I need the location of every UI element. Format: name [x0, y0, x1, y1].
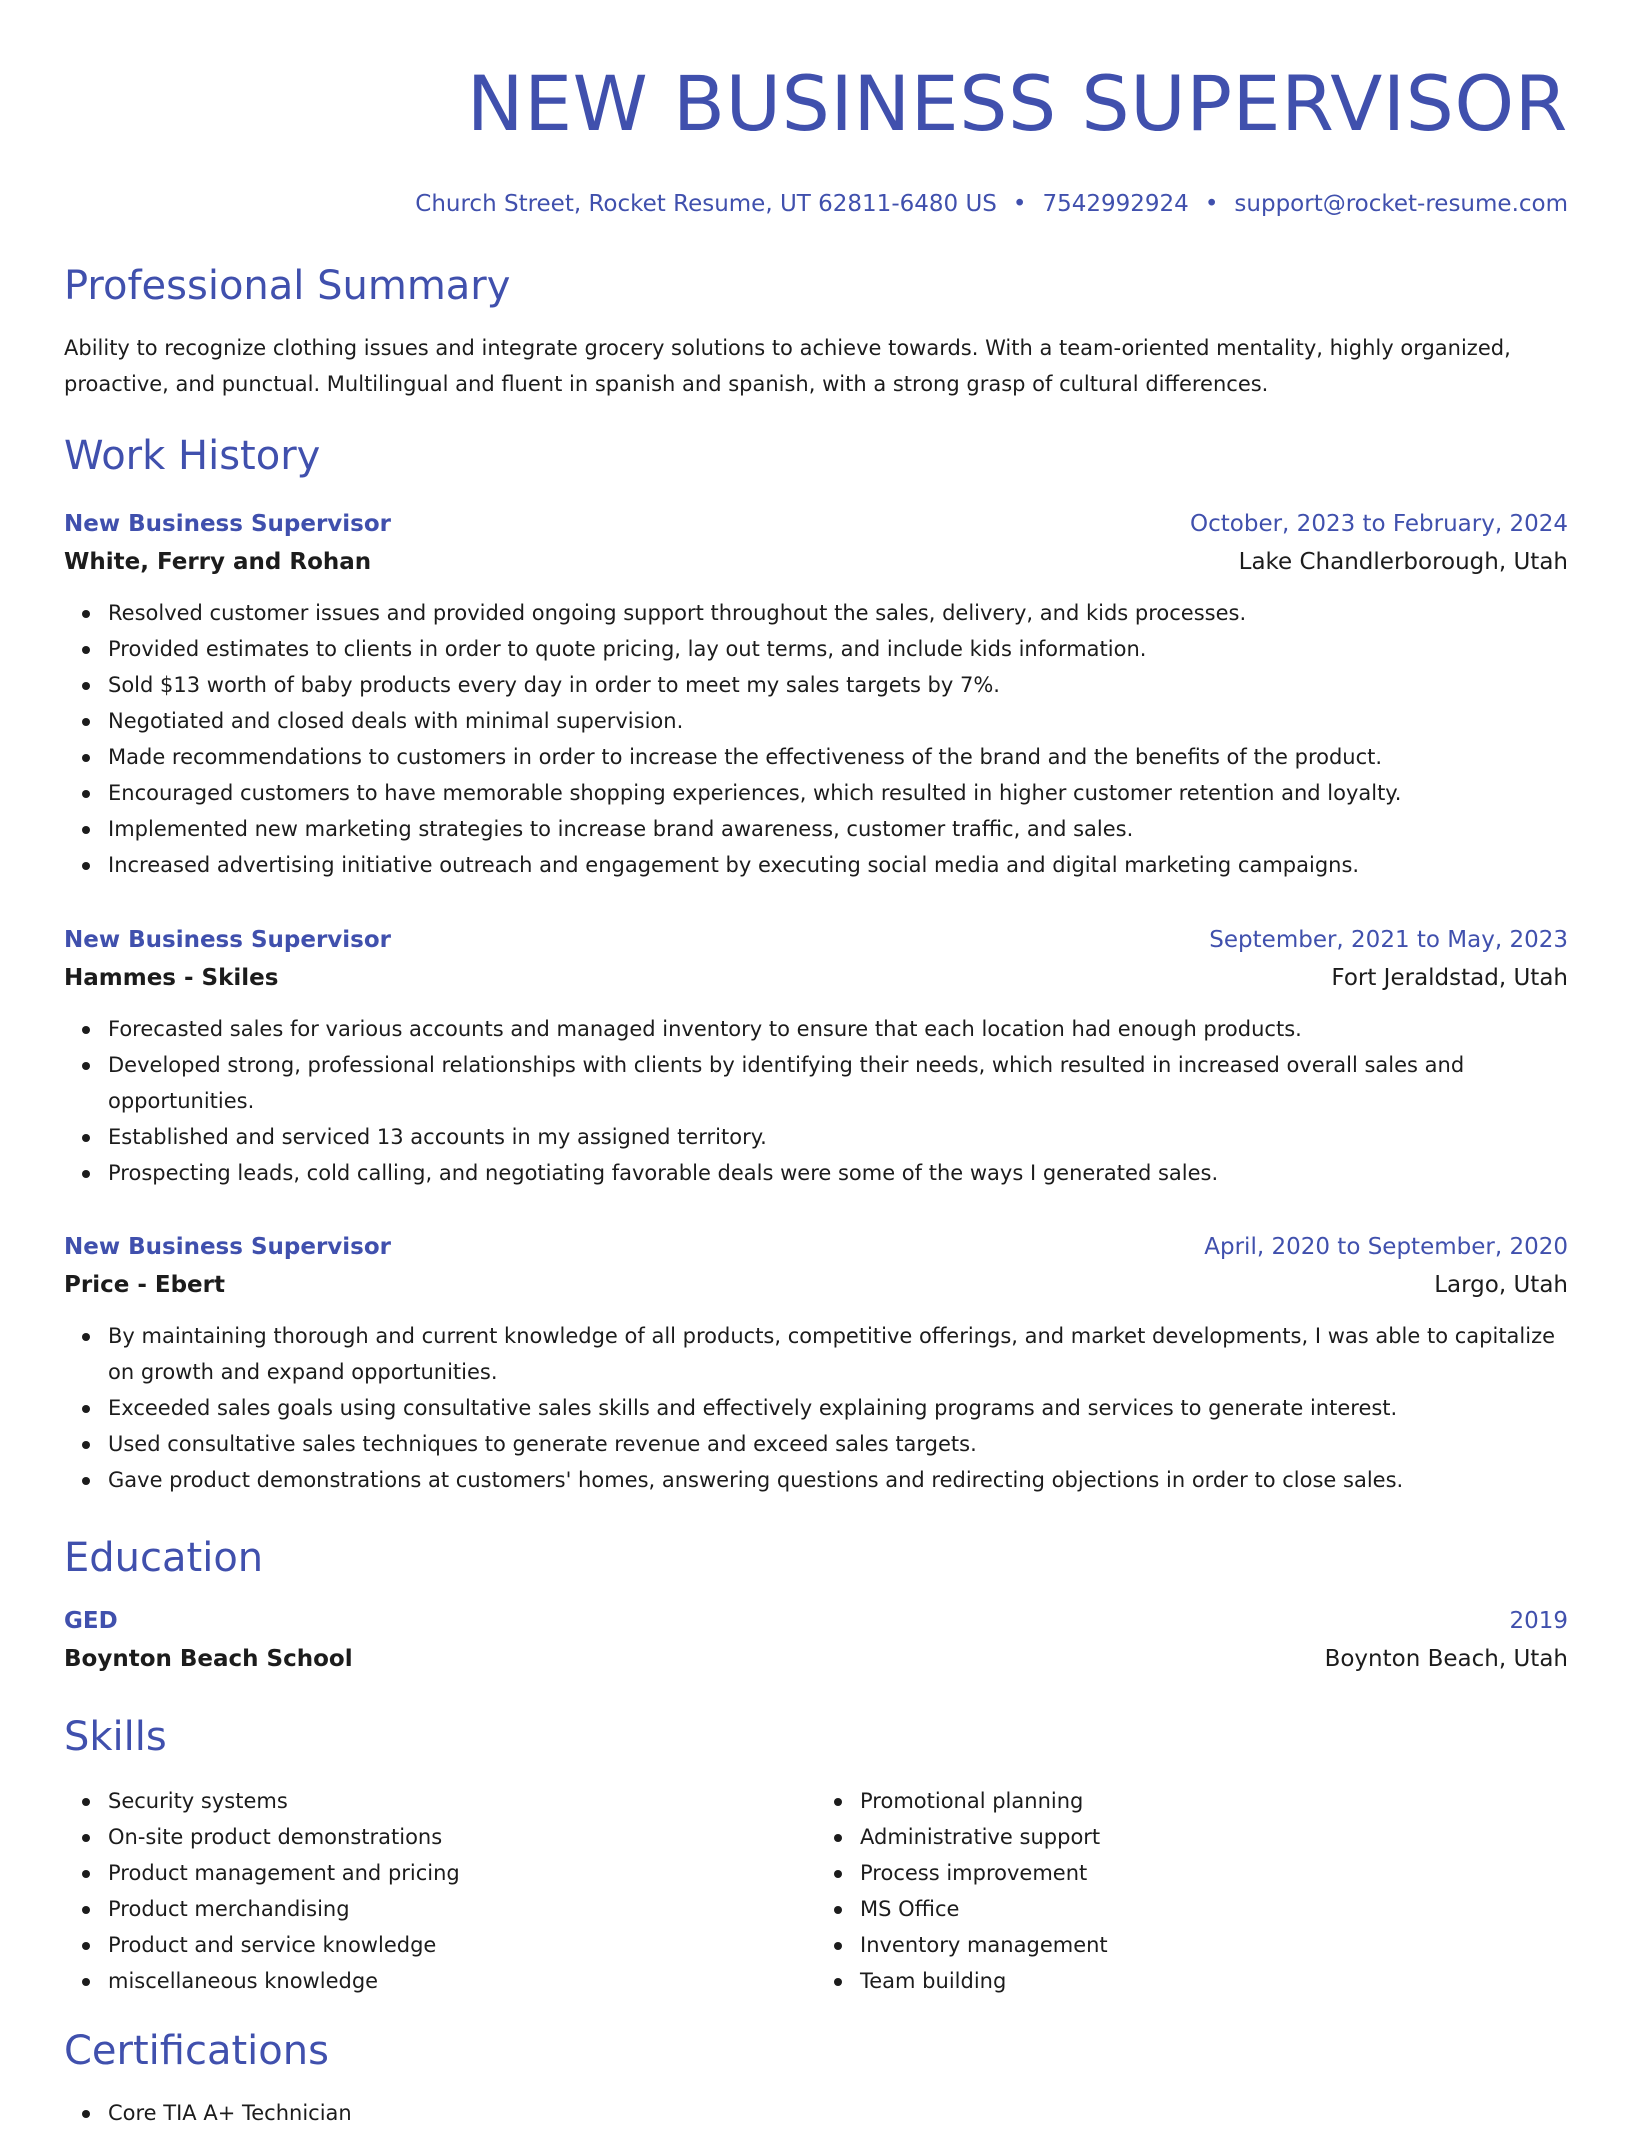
contact-line: [64, 190, 1568, 218]
job-bullet: Sold $13 worth of baby products every day in order to meet my sales targets by 7%.: [108, 667, 1568, 703]
job-bullet: By maintaining thorough and current knowledge of all products, competitive offerings, and market developments, I was able to capitalize on growth and expand opportunities.: [108, 1318, 1568, 1390]
job-location: Fort Jeraldstad, Utah: [1331, 965, 1568, 991]
education-location: Boynton Beach, Utah: [1324, 1646, 1568, 1672]
job-bullet: Developed strong, professional relationships with clients by identifying their needs, which resulted in increased overall sales and opportunities.: [108, 1047, 1568, 1119]
job-bullets: [64, 1318, 1568, 1498]
job-role: New Business Supervisor: [64, 1234, 391, 1260]
address: Church Street, Rocket Resume, UT 62811-6480 US: [415, 191, 997, 217]
job-role: New Business Supervisor: [64, 511, 391, 537]
work-history-heading: Work History: [64, 433, 321, 479]
job-bullet: Negotiated and closed deals with minimal supervision.: [108, 703, 1568, 739]
skill-item: Product merchandising: [108, 1891, 816, 1927]
job-entry: [64, 505, 1568, 883]
skill-item: Inventory management: [860, 1927, 1568, 1963]
skills-section: [64, 1713, 1568, 1999]
job-location: Lake Chandlerborough, Utah: [1238, 549, 1568, 575]
job-bullets: [64, 595, 1568, 883]
skill-item: Promotional planning: [860, 1783, 1568, 1819]
education-degree: GED: [64, 1608, 118, 1634]
job-bullet: Provided estimates to clients in order to quote pricing, lay out terms, and include kids information.: [108, 631, 1568, 667]
summary-text: Ability to recognize clothing issues and integrate grocery solutions to achieve towards. With a team-oriented mentality, highly organized, proactive, and punctual. Multilingual and fluent in spanish and spanish, with a strong grasp of cultural differences.: [64, 336, 1511, 396]
job-bullet: Established and serviced 13 accounts in my assigned territory.: [108, 1119, 1568, 1155]
education-heading: Education: [64, 1535, 264, 1581]
summary-section: [64, 262, 1568, 402]
certification-item: Core TIA A+ Technician: [108, 2095, 1568, 2131]
job-entry: [64, 921, 1568, 1191]
skills-list-right: [816, 1783, 1568, 1999]
job-dates: October, 2023 to February, 2024: [1190, 511, 1568, 537]
education-section: [64, 1534, 1568, 1678]
resume-name: NEW BUSINESS SUPERVISOR: [466, 59, 1568, 148]
job-dates: April, 2020 to September, 2020: [1204, 1234, 1568, 1260]
job-bullet: Implemented new marketing strategies to increase brand awareness, customer traffic, and sales.: [108, 811, 1568, 847]
job-bullet: Increased advertising initiative outreach and engagement by executing social media and digital marketing campaigns.: [108, 847, 1568, 883]
job-bullets: [64, 1011, 1568, 1191]
job-bullet: Forecasted sales for various accounts and managed inventory to ensure that each location had enough products.: [108, 1011, 1568, 1047]
certifications-list: [64, 2095, 1568, 2131]
job-bullet: Made recommendations to customers in order to increase the effectiveness of the brand and the benefits of the product.: [108, 739, 1568, 775]
job-bullet: Used consultative sales techniques to generate revenue and exceed sales targets.: [108, 1426, 1568, 1462]
summary-heading: Professional Summary: [64, 263, 511, 309]
skill-item: Product and service knowledge: [108, 1927, 816, 1963]
job-entry: [64, 1228, 1568, 1498]
job-location: Largo, Utah: [1434, 1272, 1568, 1298]
separator: •: [1204, 191, 1219, 217]
job-company: Price - Ebert: [64, 1272, 225, 1298]
skill-item: On-site product demonstrations: [108, 1819, 816, 1855]
job-company: White, Ferry and Rohan: [64, 549, 372, 575]
skill-item: Process improvement: [860, 1855, 1568, 1891]
job-role: New Business Supervisor: [64, 927, 391, 953]
skills-heading: Skills: [64, 1714, 167, 1760]
certifications-heading: Certifications: [64, 2028, 329, 2074]
job-bullet: Encouraged customers to have memorable shopping experiences, which resulted in higher customer retention and loyalty.: [108, 775, 1568, 811]
skill-item: Security systems: [108, 1783, 816, 1819]
certifications-section: [64, 2027, 1568, 2131]
job-bullet: Resolved customer issues and provided ongoing support throughout the sales, delivery, and kids processes.: [108, 595, 1568, 631]
job-bullet: Exceeded sales goals using consultative sales skills and effectively explaining programs and services to generate interest.: [108, 1390, 1568, 1426]
skill-item: Team building: [860, 1963, 1568, 1999]
work-history-section: [64, 432, 1568, 480]
skill-item: miscellaneous knowledge: [108, 1963, 816, 1999]
skill-item: Product management and pricing: [108, 1855, 816, 1891]
job-bullet: Prospecting leads, cold calling, and negotiating favorable deals were some of the ways I generated sales.: [108, 1155, 1568, 1191]
job-bullet: Gave product demonstrations at customers' homes, answering questions and redirecting objections in order to close sales.: [108, 1462, 1568, 1498]
email-link[interactable]: support@rocket-resume.com: [1234, 191, 1568, 217]
separator: •: [1012, 191, 1027, 217]
education-year: 2019: [1509, 1608, 1568, 1634]
skill-item: Administrative support: [860, 1819, 1568, 1855]
job-dates: September, 2021 to May, 2023: [1209, 927, 1568, 953]
skills-list-left: [64, 1783, 816, 1999]
phone: 7542992924: [1042, 191, 1189, 217]
skill-item: MS Office: [860, 1891, 1568, 1927]
education-school: Boynton Beach School: [64, 1646, 353, 1672]
job-company: Hammes - Skiles: [64, 965, 279, 991]
